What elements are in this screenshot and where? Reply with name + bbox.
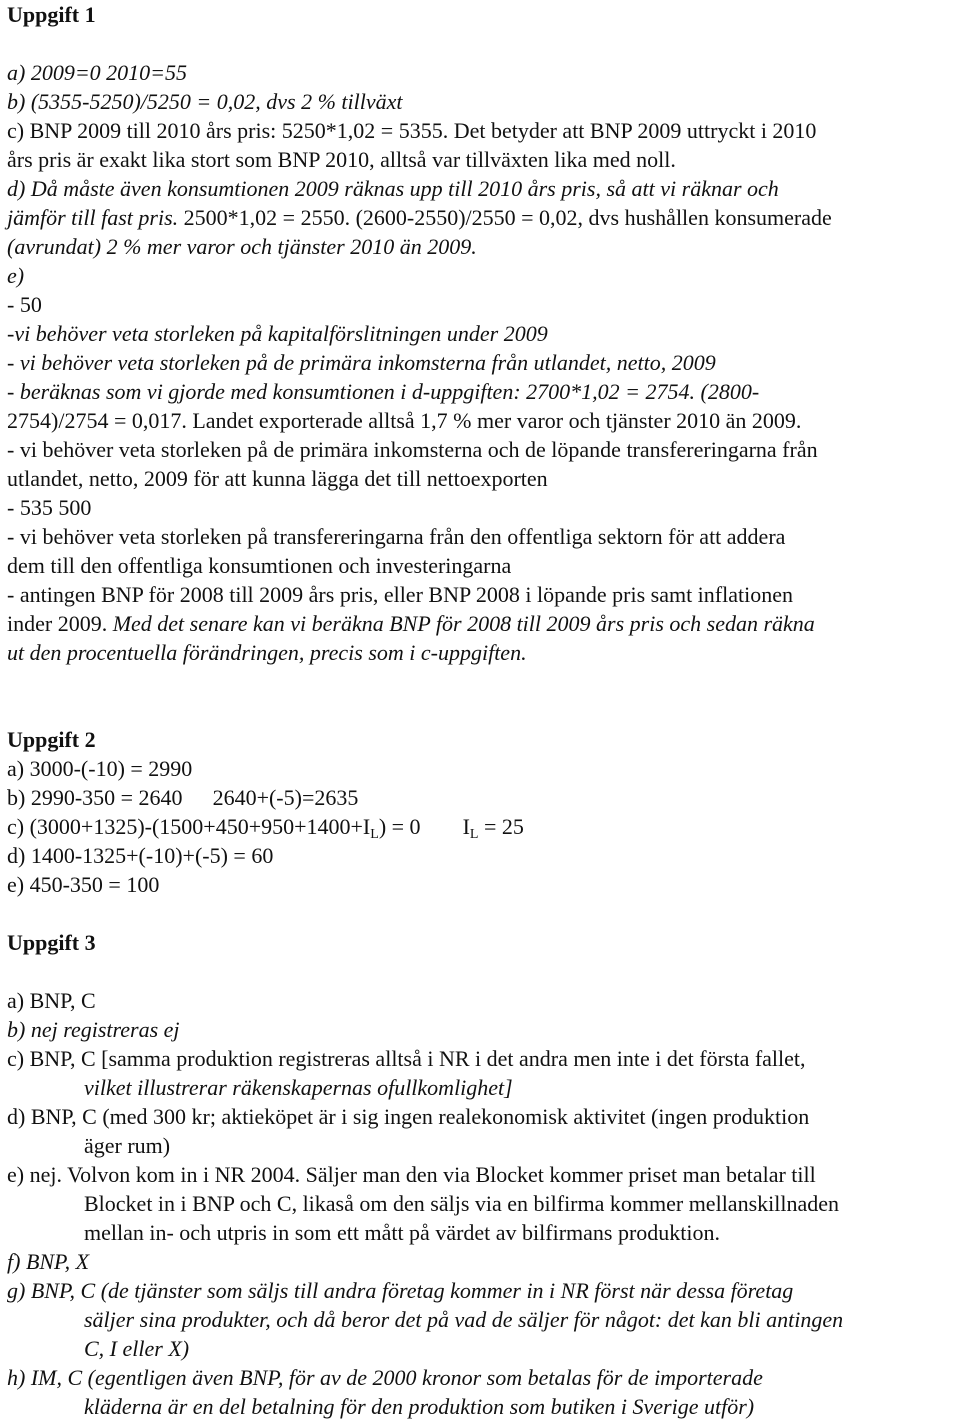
u2-answer-c-part3: I	[462, 814, 470, 839]
heading-uppgift-1: Uppgift 1	[7, 2, 96, 27]
u1-answer-e-line11: - antingen BNP för 2008 till 2009 års pris, eller BNP 2008 i löpande pris samt inflationen	[7, 582, 793, 607]
u1-answer-e-line12	[7, 609, 957, 638]
u3-answer-g-line1: g) BNP, C (de tjänster som säljs till andra företag kommer in i NR först när dessa företag	[7, 1278, 794, 1303]
u2-answer-a: a) 3000-(-10) = 2990	[7, 756, 193, 781]
u3-answer-c-line2: vilket illustrerar räkenskapernas ofullkomlighet]	[84, 1075, 513, 1100]
u1-answer-e-line13: ut den procentuella förändringen, precis som i c-uppgiften.	[7, 640, 527, 665]
u2-answer-b-part2: 2640+(-5)=2635	[212, 785, 359, 810]
u2-answer-c-subscript: L	[370, 827, 379, 842]
u2-answer-d: d) 1400-1325+(-10)+(-5) = 60	[7, 843, 274, 868]
u1-answer-b: b) (5355-5250)/5250 = 0,02, dvs 2 % tillväxt	[7, 89, 403, 114]
u2-answer-c-part2: ) = 0	[378, 814, 421, 839]
u1-answer-e-line1: - 50	[7, 292, 42, 317]
u2-answer-b	[7, 783, 957, 812]
heading-uppgift-2: Uppgift 2	[7, 727, 96, 752]
u1-answer-d-line2	[7, 203, 957, 232]
u1-answer-c-line1: c) BNP 2009 till 2010 års pris: 5250*1,02 = 5355. Det betyder att BNP 2009 uttryckt i 2010	[7, 118, 817, 143]
u1-answer-e-line2: -vi behöver veta storleken på kapitalförslitningen under 2009	[7, 321, 548, 346]
u3-answer-c-line1: c) BNP, C [samma produktion registreras alltså i NR i det andra men inte i det första fallet,	[7, 1046, 806, 1071]
u1-answer-a: a) 2009=0 2010=55	[7, 60, 188, 85]
u1-answer-d-line1: d) Då måste även konsumtionen 2009 räknas upp till 2010 års pris, så att vi räknar och	[7, 176, 779, 201]
u3-answer-g-line3: C, I eller X)	[84, 1336, 190, 1361]
u1-answer-e-line5: 2754)/2754 = 0,017. Landet exporterade alltså 1,7 % mer varor och tjänster 2010 än 2009.	[7, 408, 802, 433]
u3-answer-h-line1: h) IM, C (egentligen även BNP, för av de 2000 kronor som betalas för de importerade	[7, 1365, 763, 1390]
u1-answer-e-line6: - vi behöver veta storleken på de primära inkomsterna och de löpande transfereringarna från	[7, 437, 818, 462]
u1-answer-e-line10: dem till den offentliga konsumtionen och investeringarna	[7, 553, 512, 578]
heading-uppgift-3: Uppgift 3	[7, 930, 96, 955]
u1-answer-e-line4: - beräknas som vi gjorde med konsumtionen i d-uppgiften: 2700*1,02 = 2754. (2800-	[7, 379, 760, 404]
u1-answer-d-line3: (avrundat) 2 % mer varor och tjänster 2010 än 2009.	[7, 234, 477, 259]
u1-answer-e-line7: utlandet, netto, 2009 för att kunna lägga det till nettoexporten	[7, 466, 548, 491]
u1-answer-e-line12-italic: Med det senare kan vi beräkna BNP för 2008 till 2009 års pris och sedan räkna	[107, 611, 815, 636]
u3-answer-a: a) BNP, C	[7, 988, 96, 1013]
u2-answer-c-part4: = 25	[478, 814, 524, 839]
u2-answer-b-part1: b) 2990-350 = 2640	[7, 785, 183, 810]
answer-sheet	[7, 0, 957, 1421]
u1-answer-e-line8: - 535 500	[7, 495, 92, 520]
u1-answer-e-line3: - vi behöver veta storleken på de primära inkomsterna från utlandet, netto, 2009	[7, 350, 716, 375]
u2-answer-c	[7, 812, 957, 841]
u3-answer-e-line2: Blocket in i BNP och C, likaså om den säljs via en bilfirma kommer mellanskillnaden	[84, 1191, 839, 1216]
u1-answer-e-label: e)	[7, 263, 25, 288]
u1-answer-d-line2-upright: 2500*1,02 = 2550. (2600-2550)/2550 = 0,02, dvs hushållen konsumerade	[178, 205, 832, 230]
u1-answer-c-line2: års pris är exakt lika stort som BNP 2010, alltså var tillväxten lika med noll.	[7, 147, 676, 172]
u3-answer-d-line1: d) BNP, C (med 300 kr; aktieköpet är i sig ingen realekonomisk aktivitet (ingen produktion	[7, 1104, 810, 1129]
u3-answer-f: f) BNP, X	[7, 1249, 90, 1274]
u3-answer-g-line2: säljer sina produkter, och då beror det på vad de säljer för något: det kan bli antingen	[84, 1307, 844, 1332]
u3-answer-d-line2: äger rum)	[84, 1133, 171, 1158]
u1-answer-d-line2-italic: jämför till fast pris.	[7, 205, 179, 230]
u1-answer-e-line9: - vi behöver veta storleken på transfereringarna från den offentliga sektorn för att addera	[7, 524, 786, 549]
u2-answer-e: e) 450-350 = 100	[7, 872, 160, 897]
u3-answer-e-line3: mellan in- och utpris in som ett mått på värdet av bilfirmans produktion.	[84, 1220, 721, 1245]
u1-answer-e-line12-upright: inder 2009.	[7, 611, 108, 636]
u2-answer-c-subscript2: L	[469, 827, 479, 842]
u3-answer-h-line2: kläderna är en del betalning för den produktion som butiken i Sverige utför)	[84, 1394, 755, 1419]
u3-answer-e-line1: e) nej. Volvon kom in i NR 2004. Säljer man den via Blocket kommer priset man betalar till	[7, 1162, 816, 1187]
u3-answer-b: b) nej registreras ej	[7, 1017, 180, 1042]
u2-answer-c-part1: c) (3000+1325)-(1500+450+950+1400+I	[7, 814, 371, 839]
